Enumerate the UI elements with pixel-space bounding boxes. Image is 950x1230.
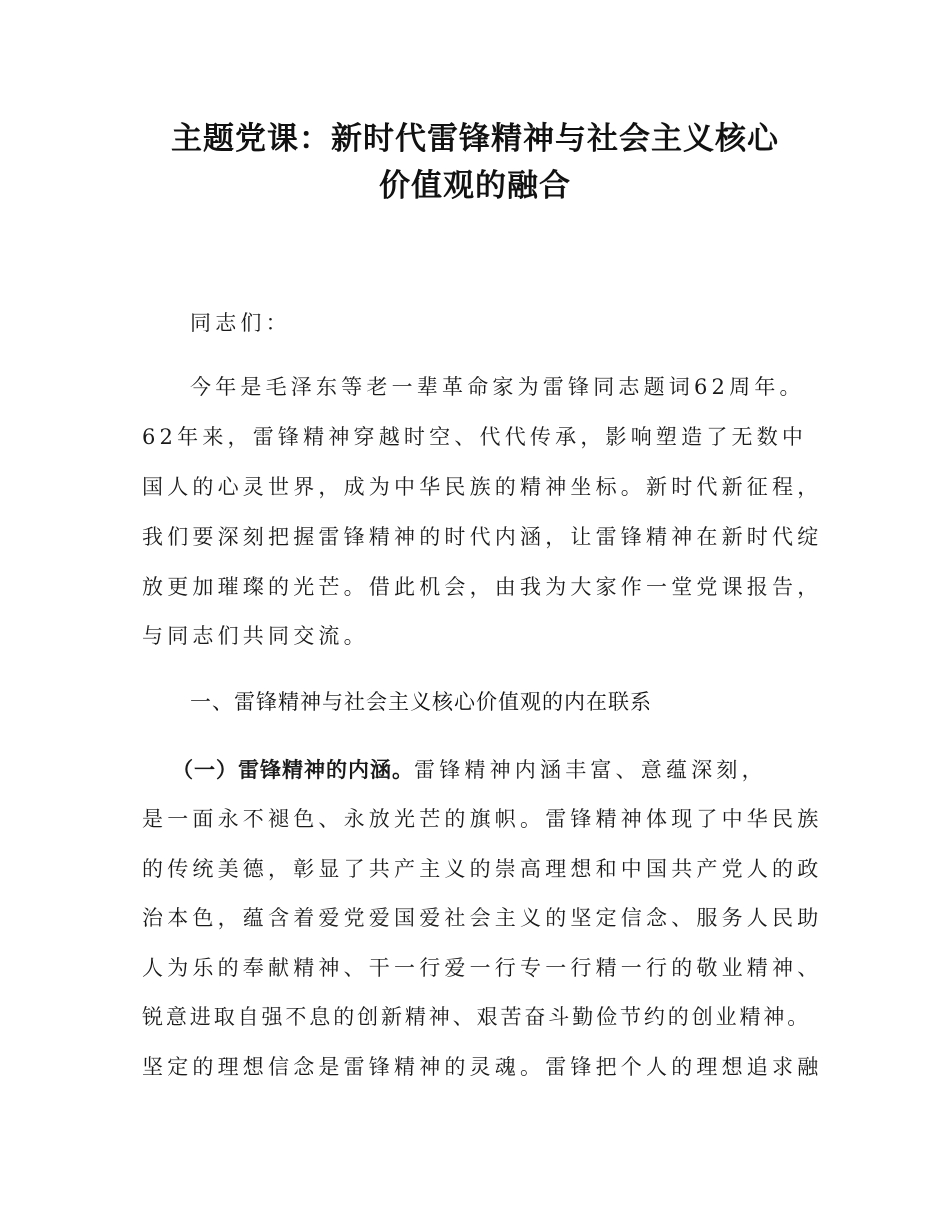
body-line: 雷锋精神内涵丰富、意蕴深刻，	[414, 758, 767, 782]
document-title-line-1: 主题党课：新时代雷锋精神与社会主义核心	[171, 121, 779, 157]
body-line: 锐意进取自强不息的创新精神、艰苦奋斗勤俭节约的创业精神。	[142, 1005, 812, 1029]
body-line: 是一面永不褪色、永放光芒的旗帜。雷锋精神体现了中华民族	[142, 807, 823, 831]
subsection-label: （一）雷锋精神的内涵。	[172, 758, 414, 782]
salutation: 同志们：	[190, 311, 291, 335]
section-heading: 一、雷锋精神与社会主义核心价值观的内在联系	[190, 690, 652, 714]
document-title-line-2: 价值观的融合	[379, 168, 571, 204]
body-line: 坚定的理想信念是雷锋精神的灵魂。雷锋把个人的理想追求融	[142, 1055, 823, 1079]
body-line: 的传统美德，彰显了共产主义的崇高理想和中国共产党人的政	[142, 857, 823, 881]
intro-line: 放更加璀璨的光芒。借此机会，由我为大家作一堂党课报告，	[142, 575, 823, 599]
intro-line: 我们要深刻把握雷锋精神的时代内涵，让雷锋精神在新时代绽	[142, 525, 823, 549]
intro-line: 国人的心灵世界，成为中华民族的精神坐标。新时代新征程，	[142, 475, 823, 499]
body-line: 人为乐的奉献精神、干一行爱一行专一行精一行的敬业精神、	[142, 956, 823, 980]
intro-line: 与同志们共同交流。	[142, 624, 369, 648]
body-line: 治本色，蕴含着爱党爱国爱社会主义的坚定信念、服务人民助	[142, 906, 823, 930]
intro-line: 62年来，雷锋精神穿越时空、代代传承，影响塑造了无数中	[142, 425, 808, 449]
paragraph-first-line	[172, 755, 767, 785]
intro-line: 今年是毛泽东等老一辈革命家为雷锋同志题词62周年。	[190, 375, 805, 399]
